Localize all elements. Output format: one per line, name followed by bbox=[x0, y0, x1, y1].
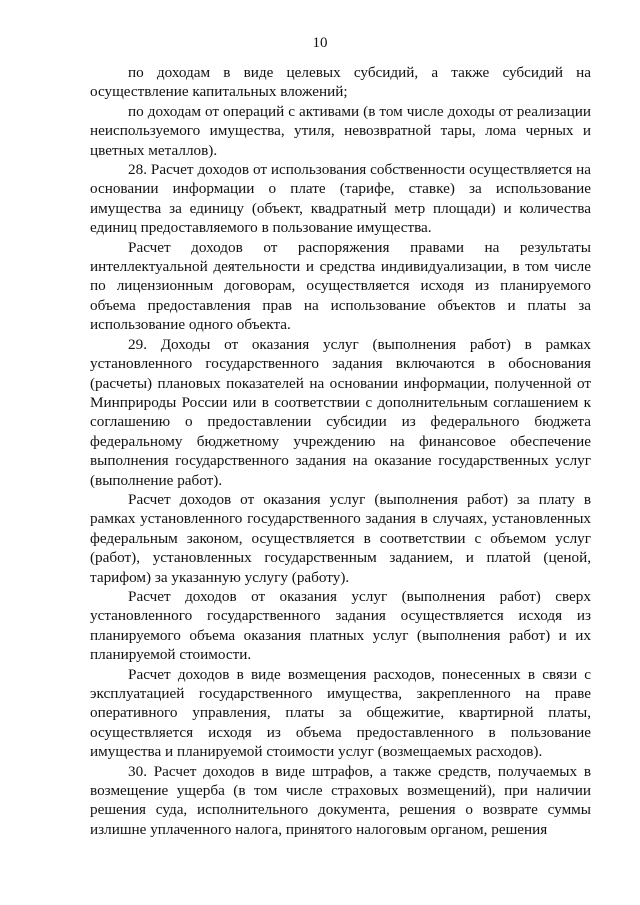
paragraph-30-fines-income: 30. Расчет доходов в виде штрафов, а также средств, получаемых в возмещение ущерба (в том числе страховых возмещений), при наличии решения суда, исполнительного документа, решения о возврате суммы излишне уплаченного налога, принятого налоговым органом, решения bbox=[90, 762, 591, 838]
paragraph-expense-reimbursement: Расчет доходов в виде возмещения расходов, понесенных в связи с эксплуатацией государственного имущества, закрепленного на праве оперативного управления, платы за общежитие, квартирной платы, осуществляется исходя из объема предоставленного в пользование имущества и планируемой стоимости услуг (возмещаемых расходов). bbox=[90, 665, 591, 761]
paragraph-paid-services-within-assignment: Расчет доходов от оказания услуг (выполнения работ) за плату в рамках установленного государственного задания в случаях, установленных федеральным законом, осуществляется в соответствии с объемом услуг (работ), установленных государственным заданием, и платой (ценой, тарифом) за указанную услугу (работу). bbox=[90, 490, 591, 586]
page-number: 10 bbox=[312, 35, 328, 51]
paragraph-services-beyond-assignment: Расчет доходов от оказания услуг (выполнения работ) сверх установленного государственного задания осуществляется исходя из планируемого объема оказания платных услуг (выполнения работ) и их планируемой стоимости. bbox=[90, 587, 591, 664]
paragraph-subsidies: по доходам в виде целевых субсидий, а также субсидий на осуществление капитальных вложений; bbox=[90, 64, 591, 101]
paragraph-intellectual-property-income: Расчет доходов от распоряжения правами на результаты интеллектуальной деятельности и средства индивидуализации, в том числе по лицензионным договорам, осуществляется исходя из планируемого объема предоставления прав на использование объектов и платы за использование одного объекта. bbox=[90, 238, 591, 334]
paragraph-28-property-income: 28. Расчет доходов от использования собственности осуществляется на основании информации о плате (тарифе, ставке) за использование имущества за единицу (объект, квадратный метр площади) и количества единиц предоставляемого в пользование имущества. bbox=[90, 161, 591, 237]
paragraph-asset-operations: по доходам от операций с активами (в том числе доходы от реализации неиспользуемого имущества, утиля, невозвратной тары, лома черных и цветных металлов). bbox=[90, 102, 591, 159]
document-body bbox=[90, 63, 591, 839]
paragraph-29-services-income: 29. Доходы от оказания услуг (выполнения работ) в рамках установленного государственного задания включаются в обоснования (расчеты) плановых показателей на основании информации, полученной от Минприроды России или в соответствии с дополнительным соглашением к соглашению о предоставлении субсидии из федерального бюджета федеральному бюджетному учреждению на финансовое обеспечение выполнения государственного задания на оказание государственных услуг (выполнение работ). bbox=[90, 335, 591, 489]
